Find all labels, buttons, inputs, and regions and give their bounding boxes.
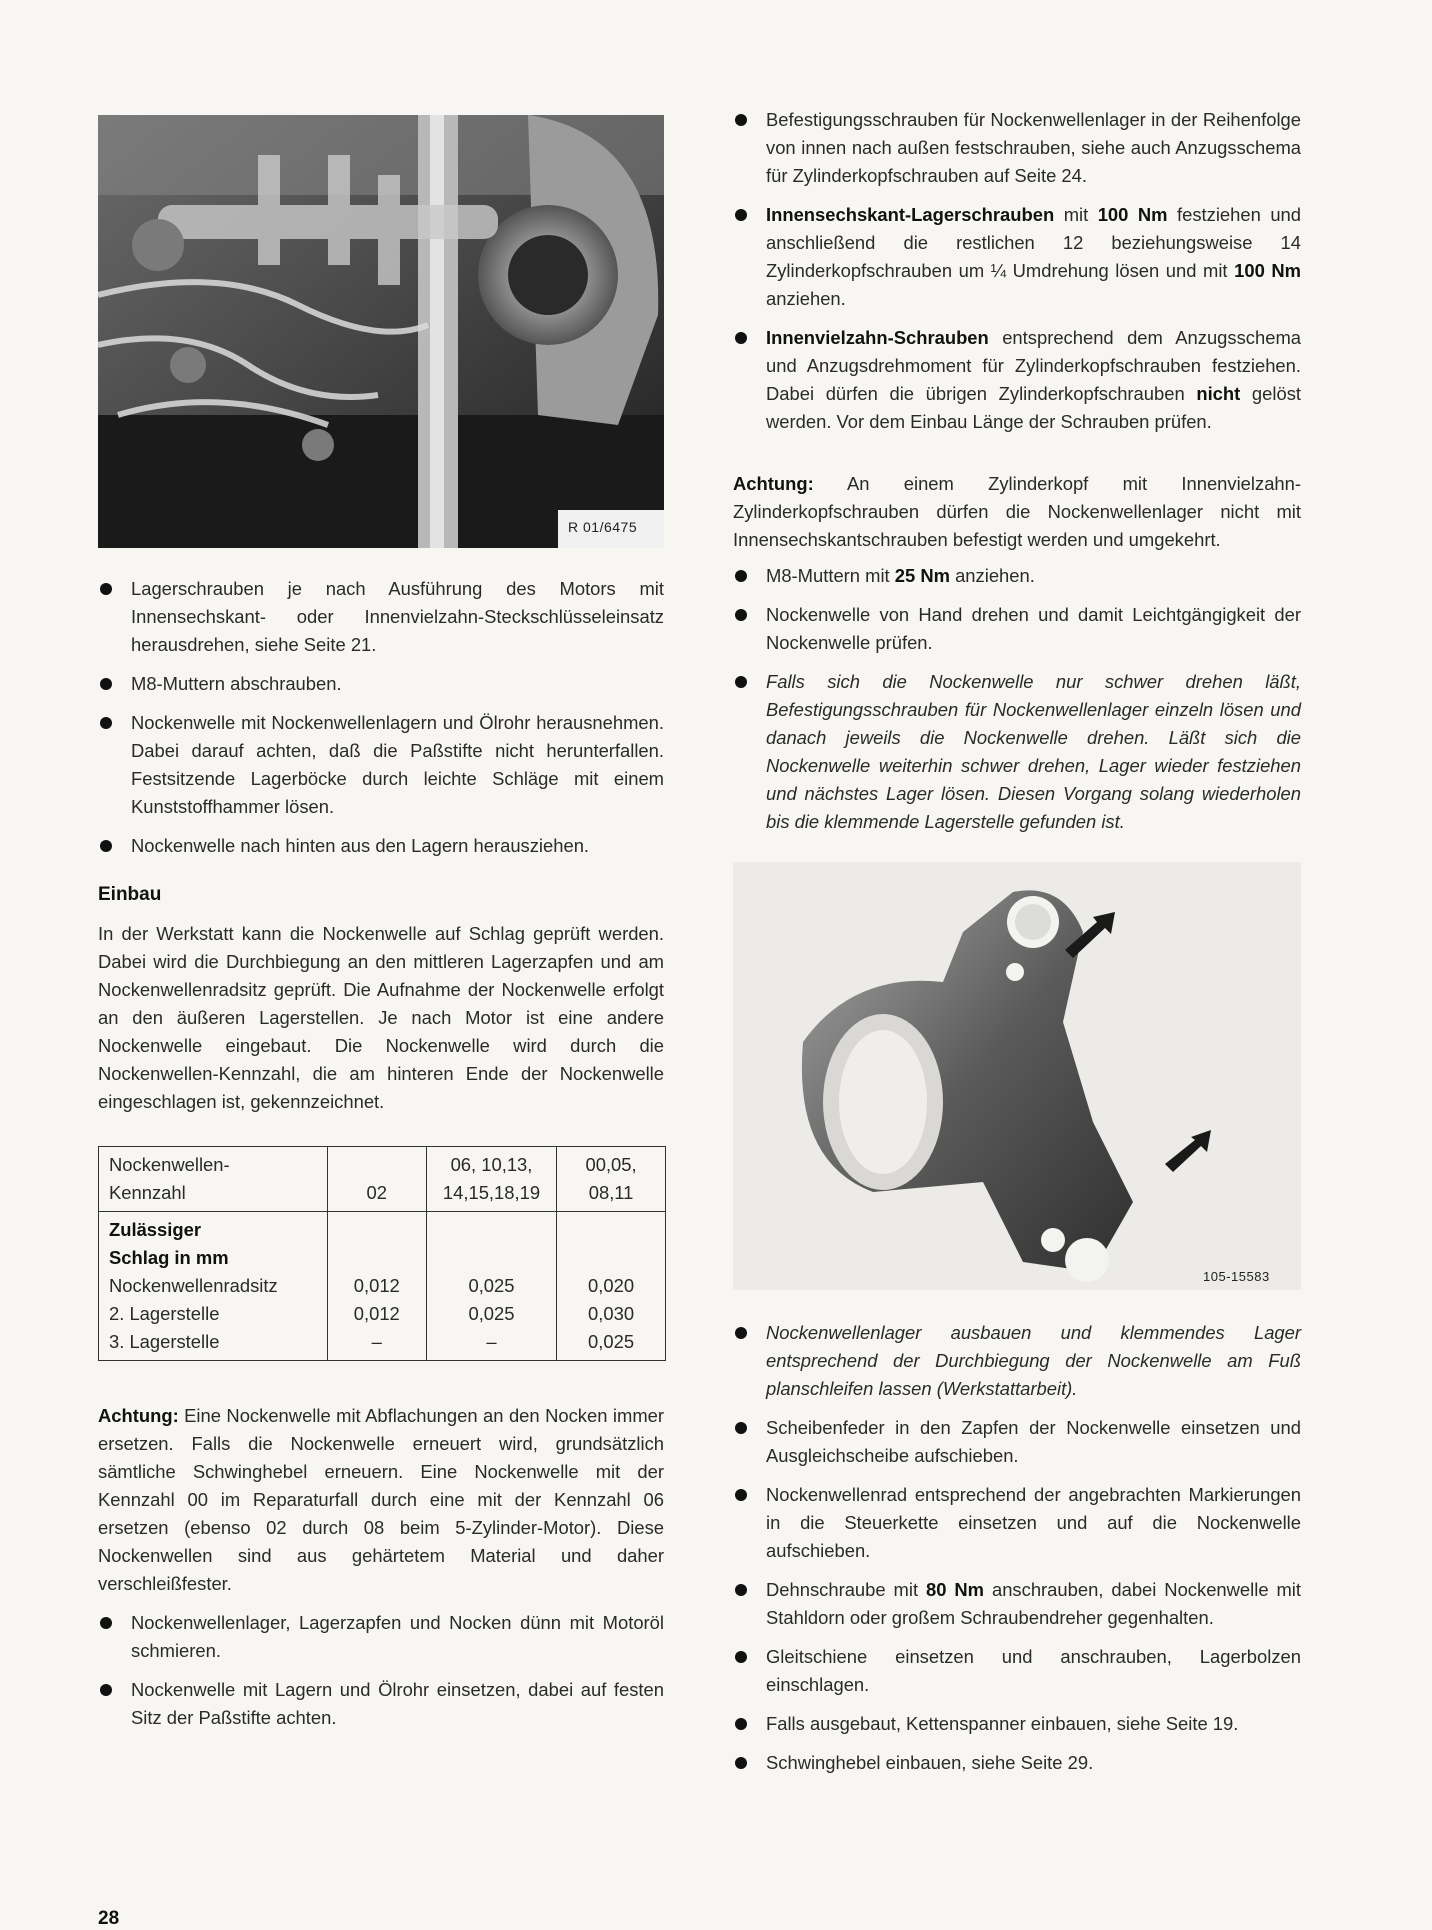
camshaft-runout-table xyxy=(98,1146,666,1361)
list-item: Schwinghebel einbauen, siehe Seite 29. xyxy=(733,1749,1301,1777)
installation-steps-list-right-bottom xyxy=(733,1319,1301,1788)
page-number: 28 xyxy=(98,1908,120,1929)
list-item: Nockenwellenrad entsprechend der angebrachten Markierungen in die Steuerkette einsetzen und auf die Nockenwelle aufschieben. xyxy=(733,1481,1301,1565)
einbau-paragraph: In der Werkstatt kann die Nockenwelle auf Schlag geprüft werden. Dabei wird die Durchbiegung an den mittleren Lagerzapfen und am Nockenwellenradsitz geprüft. Die Aufnahme der Nockenwelle erfolgt an den äußeren Lagerstellen. Je nach Motor ist eine andere Nockenwelle eingebaut. Die Nockenwelle wird durch die Nockenwellen-Kennzahl, die am hinteren Ende der Nockenwelle eingeschlagen ist, gekennzeichnet. xyxy=(98,923,664,1112)
section-heading-einbau: Einbau xyxy=(98,884,162,905)
bearing-illustration xyxy=(733,862,1301,1290)
bullet-icon xyxy=(735,676,747,688)
bullet-icon xyxy=(735,1757,747,1769)
achtung-note-right: Achtung: An einem Zylinderkopf mit Innenvielzahn-Zylinderkopfschrauben dürfen die Nockenwellenlager nicht mit Innensechskantschrauben befestigt werden und umgekehrt. xyxy=(733,473,1301,550)
table-cell: 0,020 0,030 0,025 xyxy=(557,1212,666,1361)
list-item: M8-Muttern mit 25 Nm anziehen. xyxy=(733,562,1301,590)
table-cell: Zulässiger Schlag in mm Nockenwellenradsitz 2. Lagerstelle 3. Lagerstelle xyxy=(99,1212,328,1361)
bullet-icon xyxy=(100,678,112,690)
table-cell: 02 xyxy=(327,1147,426,1212)
bullet-icon xyxy=(100,1684,112,1696)
list-item: Falls sich die Nockenwelle nur schwer drehen läßt, Befestigungsschrauben für Nockenwellenlager einzeln lösen und danach jeweils die Nockenwelle drehen. Läßt sich die Nockenwelle weiterhin schwer drehen, Lager wieder festziehen und nächstes Lager lösen. Diesen Vorgang solang wiederholen bis die klemmende Lagerstelle gefunden ist. xyxy=(733,668,1301,836)
bullet-icon xyxy=(735,1651,747,1663)
list-item: Nockenwelle von Hand drehen und damit Leichtgängigkeit der Nockenwelle prüfen. xyxy=(733,601,1301,657)
list-item: Dehnschraube mit 80 Nm anschrauben, dabei Nockenwelle mit Stahldorn oder großem Schraubendreher gegenhalten. xyxy=(733,1576,1301,1632)
list-item: Nockenwellenlager, Lagerzapfen und Nocken dünn mit Motoröl schmieren. xyxy=(98,1609,664,1665)
photo-reference-label: 105-15583 xyxy=(1203,1269,1270,1284)
bullet-icon xyxy=(735,209,747,221)
table-cell: Nockenwellen- Kennzahl xyxy=(99,1147,328,1212)
list-item: Nockenwellenlager ausbauen und klemmendes Lager entsprechend der Durchbiegung der Nockenwelle am Fuß planschleifen lassen (Werkstattarbeit). xyxy=(733,1319,1301,1403)
list-item: Innensechskant-Lagerschrauben mit 100 Nm festziehen und anschließend die restlichen 12 beziehungsweise 14 Zylinderkopfschrauben um ¼ Umdrehung lösen und mit 100 Nm anziehen. xyxy=(733,201,1301,313)
engine-photo xyxy=(98,115,664,548)
table-cell: 0,012 0,012 – xyxy=(327,1212,426,1361)
bullet-icon xyxy=(735,1422,747,1434)
bullet-icon xyxy=(100,717,112,729)
list-item: Befestigungsschrauben für Nockenwellenlager in der Reihenfolge von innen nach außen festschrauben, siehe auch Anzugsschema für Zylinderkopfschrauben auf Seite 24. xyxy=(733,106,1301,190)
bullet-icon xyxy=(735,609,747,621)
table-cell: 0,025 0,025 – xyxy=(426,1212,556,1361)
installation-steps-list-right-mid xyxy=(733,562,1301,847)
bullet-icon xyxy=(735,332,747,344)
achtung-note-left: Achtung: Eine Nockenwelle mit Abflachungen an den Nocken immer ersetzen. Falls die Nockenwelle erneuert wird, grundsätzlich sämtliche Schwinghebel erneuern. Eine Nockenwelle mit der Kennzahl 00 im Reparaturfall durch eine mit der Kennzahl 06 ersetzen (ebenso 02 durch 08 beim 5-Zylinder-Motor). Diese Nockenwellen sind aus gehärtetem Material und daher verschleißfester. xyxy=(98,1405,664,1594)
list-item: Nockenwelle mit Nockenwellenlagern und Ölrohr herausnehmen. Dabei darauf achten, daß die Paßstifte nicht herunterfallen. Festsitzende Lagerböcke durch leichte Schläge mit einem Kunststoffhammer lösen. xyxy=(98,709,664,821)
bullet-icon xyxy=(735,114,747,126)
bearing-photo xyxy=(733,862,1301,1290)
bullet-icon xyxy=(735,1489,747,1501)
bullet-icon xyxy=(735,1327,747,1339)
list-item: Nockenwelle nach hinten aus den Lagern herausziehen. xyxy=(98,832,664,860)
bullet-icon xyxy=(100,840,112,852)
bullet-icon xyxy=(100,1617,112,1629)
list-item: Lagerschrauben je nach Ausführung des Motors mit Innensechskant- oder Innenvielzahn-Steckschlüsseleinsatz herausdrehen, siehe Seite 21. xyxy=(98,575,664,659)
list-item: Falls ausgebaut, Kettenspanner einbauen, siehe Seite 19. xyxy=(733,1710,1301,1738)
bullet-icon xyxy=(735,1584,747,1596)
list-item: Scheibenfeder in den Zapfen der Nockenwelle einsetzen und Ausgleichscheibe aufschieben. xyxy=(733,1414,1301,1470)
table-row xyxy=(99,1212,666,1361)
removal-steps-list xyxy=(98,575,664,871)
photo-reference-label: R 01/6475 xyxy=(568,519,638,535)
engine-illustration xyxy=(98,115,664,548)
table-row xyxy=(99,1147,666,1212)
list-item: M8-Muttern abschrauben. xyxy=(98,670,664,698)
list-item: Gleitschiene einsetzen und anschrauben, Lagerbolzen einschlagen. xyxy=(733,1643,1301,1699)
bullet-icon xyxy=(735,1718,747,1730)
table-cell: 06, 10,13, 14,15,18,19 xyxy=(426,1147,556,1212)
list-item: Innenvielzahn-Schrauben entsprechend dem Anzugsschema und Anzugsdrehmoment für Zylinderkopfschrauben festziehen. Dabei dürfen die übrigen Zylinderkopfschrauben nicht gelöst werden. Vor dem Einbau Länge der Schrauben prüfen. xyxy=(733,324,1301,436)
installation-steps-list-left xyxy=(98,1609,664,1743)
table-cell: 00,05, 08,11 xyxy=(557,1147,666,1212)
list-item: Nockenwelle mit Lagern und Ölrohr einsetzen, dabei auf festen Sitz der Paßstifte achten. xyxy=(98,1676,664,1732)
installation-steps-list-right-top xyxy=(733,106,1301,447)
bullet-icon xyxy=(735,570,747,582)
bullet-icon xyxy=(100,583,112,595)
